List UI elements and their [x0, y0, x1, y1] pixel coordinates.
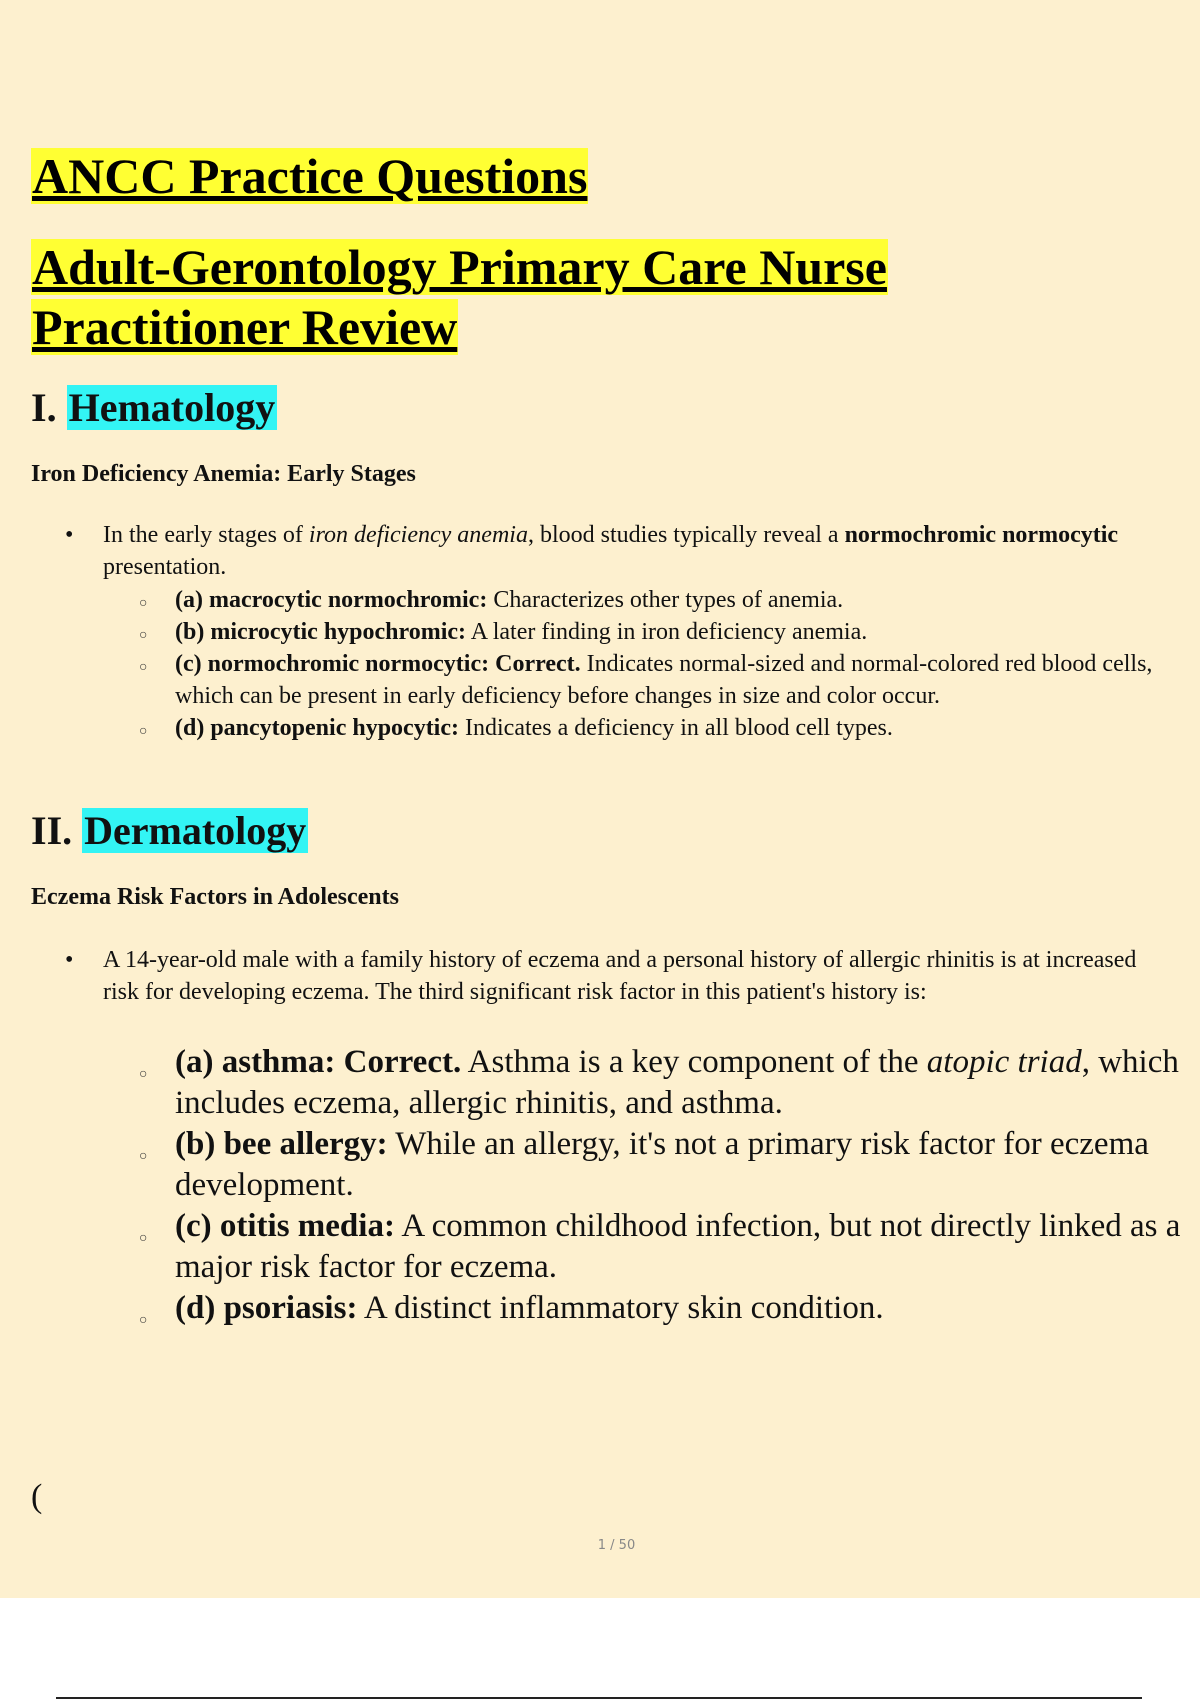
answer-option [139, 584, 1190, 616]
bullet-text-emphasis: iron deficiency anemia [308, 522, 528, 548]
section-name: Hematology [68, 385, 276, 430]
answer-option-text: Indicates a deficiency in all blood cell types. [459, 715, 893, 741]
answer-option-label: (d) psoriasis: [175, 1290, 358, 1326]
circle-bullet-icon: ○ [139, 1313, 148, 1328]
circle-bullet-icon: ○ [139, 628, 148, 643]
answer-option [139, 1288, 1190, 1329]
document-subtitle-text-2: Practitioner Review [32, 299, 458, 355]
answer-options-list-1 [139, 584, 1190, 744]
subheading-iron-deficiency: Iron Deficiency Anemia: Early Stages [31, 461, 416, 487]
document-title [31, 146, 588, 206]
answer-option [139, 1206, 1190, 1288]
page-number: 1 / 50 [597, 1538, 636, 1553]
subheading-eczema-risk: Eczema Risk Factors in Adolescents [31, 884, 399, 910]
stray-parenthesis: ( [31, 1478, 43, 1515]
answer-option [139, 616, 1190, 648]
answer-option [139, 1042, 1190, 1124]
circle-bullet-icon: ○ [139, 1231, 148, 1246]
answer-option-label: (b) bee allergy: [175, 1126, 388, 1162]
answer-option-label: (a) macrocytic normochromic: [175, 587, 488, 613]
question-bullet-2 [65, 944, 1163, 1008]
answer-option-text: Characterizes other types of anemia. [487, 587, 844, 613]
bullet-text-strong: normochromic normocytic [844, 522, 1119, 548]
bullet-dot-icon: • [65, 947, 74, 973]
answer-option-text: Indicates normal-sized and normal-colored red blood cells, which can be present in early deficiency before changes in size and color occur. [175, 651, 1153, 709]
answer-option-text: A later finding in iron deficiency anemia. [466, 619, 868, 645]
document-subtitle-line-1 [31, 237, 888, 297]
circle-bullet-icon: ○ [139, 724, 148, 739]
bullet-text-pre: In the early stages of [103, 522, 309, 548]
answer-option [139, 1124, 1190, 1206]
answer-option [139, 648, 1190, 712]
answer-option-text: A distinct inflammatory skin condition. [357, 1290, 884, 1326]
answer-options-list-2 [139, 1042, 1190, 1329]
answer-option-text: A common childhood infection, but not directly linked as a major risk factor for eczema. [175, 1208, 1181, 1285]
section-number: II. [31, 808, 73, 853]
document-subtitle-line-2 [31, 297, 458, 357]
circle-bullet-icon: ○ [139, 660, 148, 675]
circle-bullet-icon: ○ [139, 596, 148, 611]
bullet-text-post: presentation. [103, 554, 227, 580]
section-number: I. [31, 385, 57, 430]
answer-option-text: While an allergy, it's not a primary risk factor for eczema development. [175, 1126, 1149, 1203]
answer-option-label: (c) otitis media: [175, 1208, 395, 1244]
section-heading-dermatology [31, 808, 308, 854]
answer-option-text-2: , which includes eczema, allergic rhinitis, and asthma. [175, 1044, 1179, 1121]
answer-option-text: Asthma is a key component of the [461, 1044, 927, 1080]
answer-option-label: (d) pancytopenic hypocytic: [175, 715, 459, 741]
bullet-text-mid: , blood studies typically reveal a [527, 522, 845, 548]
answer-option-label: (a) asthma: Correct. [175, 1044, 462, 1080]
section-heading-hematology [31, 385, 277, 431]
question-bullet-1 [65, 519, 1163, 583]
bullet-text: A 14-year-old male with a family history of eczema and a personal history of allergic rhinitis is at increased risk for developing eczema. The third significant risk factor in this patient's history is: [103, 947, 1137, 1005]
answer-option-emphasis: atopic triad [926, 1044, 1082, 1080]
answer-option-label: (c) normochromic normocytic: Correct. [175, 651, 581, 677]
page-divider [56, 1697, 1142, 1699]
circle-bullet-icon: ○ [139, 1149, 148, 1164]
circle-bullet-icon: ○ [139, 1067, 148, 1082]
answer-option-label: (b) microcytic hypochromic: [175, 619, 467, 645]
document-title-text: ANCC Practice Questions [32, 148, 588, 204]
bullet-dot-icon: • [65, 522, 74, 548]
answer-option [139, 712, 1190, 744]
document-subtitle-text-1: Adult-Gerontology Primary Care Nurse [32, 239, 887, 295]
section-name: Dermatology [84, 808, 307, 853]
